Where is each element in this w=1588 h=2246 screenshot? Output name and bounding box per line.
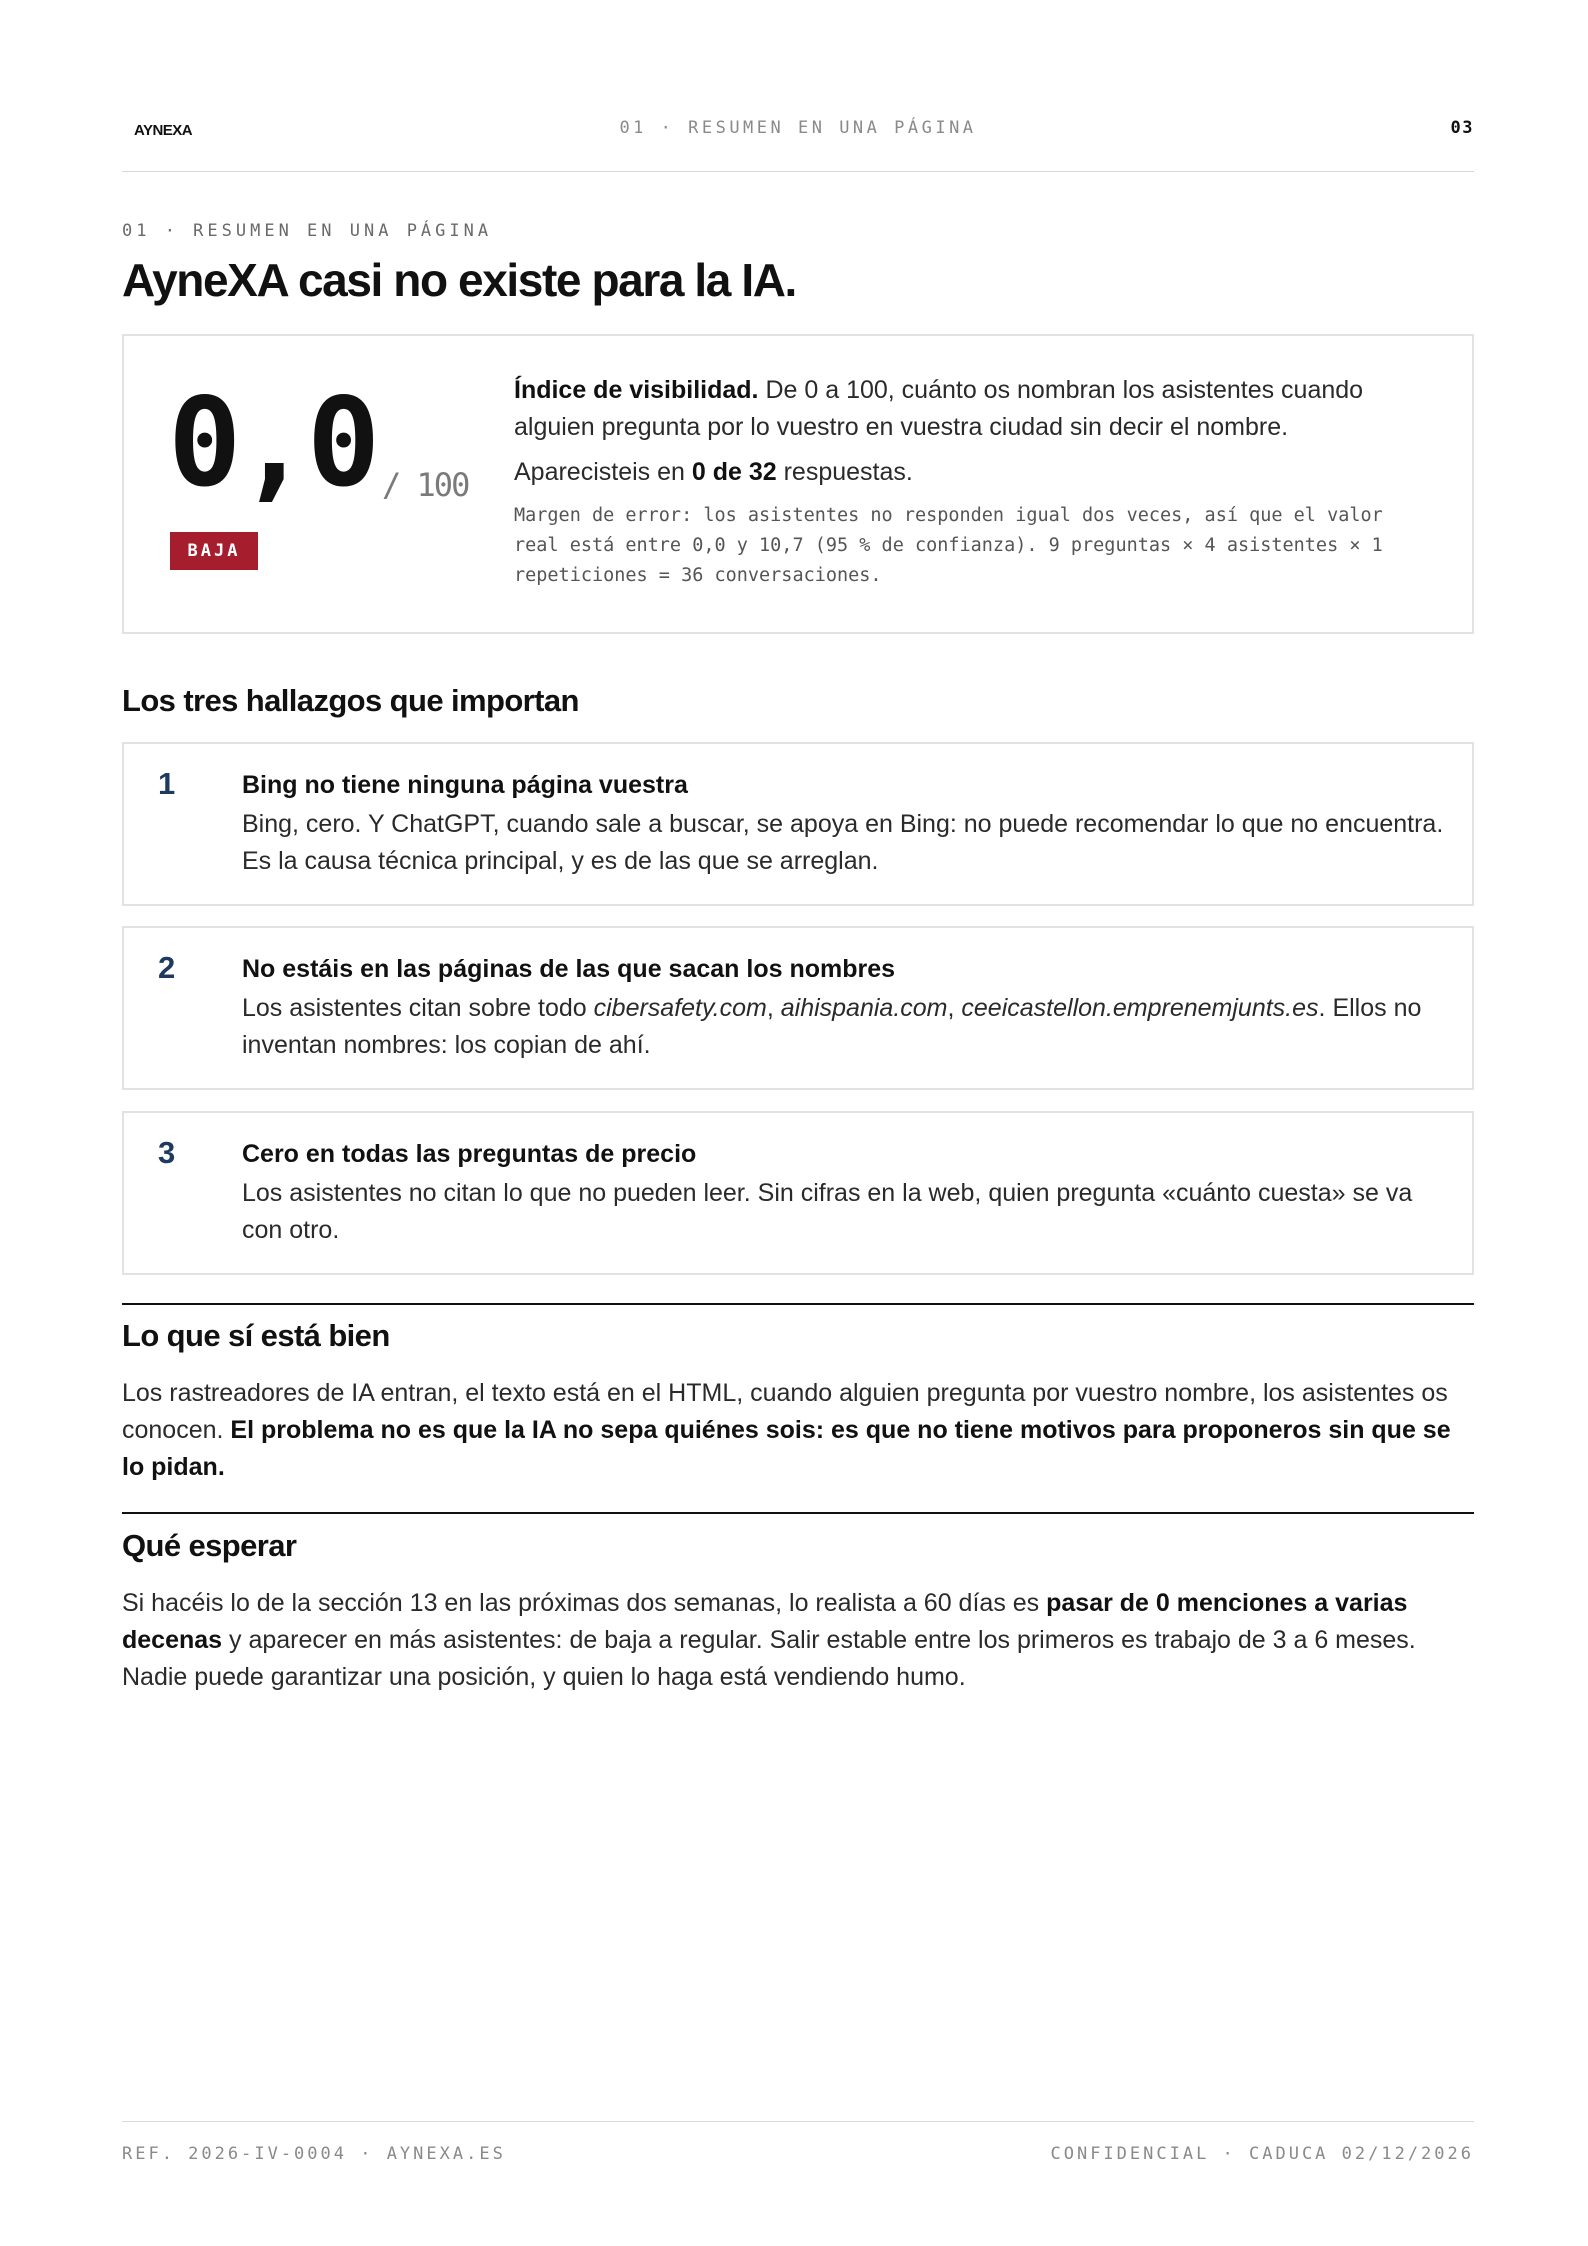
strengths-conclusion: El problema no es que la IA no sepa quiénes sois: es que no tiene motivos para proponeros sin que se lo pidan. — [122, 1416, 1451, 1481]
finding-card — [122, 926, 1474, 1090]
page-header — [122, 112, 1474, 172]
expectations-body-start: Si hacéis lo de la sección 13 en las próximas dos semanas, lo realista a 60 días es — [122, 1589, 1047, 1617]
finding-number: 1 — [158, 766, 176, 801]
cited-site: ceeicastellon.emprenemjunts.es — [961, 994, 1319, 1022]
separator: , — [766, 994, 781, 1022]
header-section-label: 01 · RESUMEN EN UNA PÁGINA — [619, 118, 977, 138]
score-level-badge: BAJA — [170, 532, 258, 570]
strengths-heading: Lo que sí está bien — [122, 1318, 390, 1353]
page-footer — [122, 2121, 1474, 2164]
expectations-body-end: y aparecer en más asistentes: de baja a regular. Salir estable entre los primeros es trabajo de 3 a 6 meses. Nadie puede garantizar una posición, y quien lo haga está vendiendo humo. — [122, 1626, 1416, 1691]
expectations-text — [122, 1585, 1474, 1696]
index-label: Índice de visibilidad. — [514, 376, 759, 404]
report-page — [122, 0, 1474, 2246]
appear-suffix: respuestas. — [776, 458, 913, 486]
appearance-summary — [514, 454, 1434, 491]
score-description — [514, 372, 1434, 591]
page-title: AyneXA casi no existe para la IA. — [122, 254, 796, 306]
error-margin-note: Margen de error: los asistentes no responden igual dos veces, así que el valor real está entre 0,0 y 10,7 (95 % de confianza). 9 preguntas × 4 asistentes × 1 repeticiones = 36 conversaciones. — [514, 505, 1383, 586]
strengths-text — [122, 1375, 1474, 1486]
brand-logo: AYNEXA — [134, 122, 193, 139]
finding-card — [122, 742, 1474, 906]
finding-number: 3 — [158, 1135, 176, 1170]
finding-text-prefix: Los asistentes citan sobre todo — [242, 994, 594, 1022]
appear-count: 0 de 32 — [691, 458, 777, 486]
section-divider — [122, 1512, 1474, 1514]
footer-confidential: CONFIDENCIAL · CADUCA 02/12/2026 — [1050, 2144, 1474, 2164]
finding-text-suffix: . Ellos no inventan nombres: los copian de ahí. — [242, 994, 1422, 1059]
expectations-highlight: pasar de 0 menciones a varias decenas — [122, 1589, 1408, 1654]
strengths-body: Los rastreadores de IA entran, el texto está en el HTML, cuando alguien pregunta por vuestro nombre, los asistentes os conocen. — [122, 1379, 1448, 1444]
cited-site: cibersafety.com — [593, 994, 767, 1022]
index-definition — [514, 372, 1434, 446]
finding-title: Bing no tiene ninguna página vuestra — [242, 771, 688, 799]
score-max: / 100 — [382, 466, 469, 504]
section-eyebrow: 01 · RESUMEN EN UNA PÁGINA — [122, 221, 493, 241]
findings-heading: Los tres hallazgos que importan — [122, 683, 579, 718]
finding-title: Cero en todas las preguntas de precio — [242, 1140, 697, 1168]
appear-prefix: Aparecisteis en — [514, 458, 692, 486]
finding-title: No estáis en las páginas de las que sacan los nombres — [242, 955, 896, 983]
finding-text: Los asistentes no citan lo que no pueden leer. Sin cifras en la web, quien pregunta «cuánto cuesta» se va con otro. — [242, 1179, 1413, 1244]
visibility-score-card — [122, 334, 1474, 634]
finding-text: Bing, cero. Y ChatGPT, cuando sale a buscar, se apoya en Bing: no puede recomendar lo que no encuentra. Es la causa técnica principal, y es de las que se arreglan. — [242, 810, 1444, 875]
section-divider — [122, 1303, 1474, 1305]
finding-number: 2 — [158, 950, 176, 985]
visibility-score: 0,0 — [168, 372, 377, 514]
finding-text — [242, 990, 1452, 1064]
footer-reference: REF. 2026-IV-0004 · AYNEXA.ES — [122, 2144, 506, 2164]
expectations-heading: Qué esperar — [122, 1528, 297, 1563]
separator: , — [947, 994, 962, 1022]
cited-site: aihispania.com — [780, 994, 948, 1022]
index-text: De 0 a 100, cuánto os nombran los asistentes cuando alguien pregunta por lo vuestro en vuestra ciudad sin decir el nombre. — [514, 376, 1364, 441]
page-number: 03 — [1450, 118, 1474, 138]
finding-card — [122, 1111, 1474, 1275]
